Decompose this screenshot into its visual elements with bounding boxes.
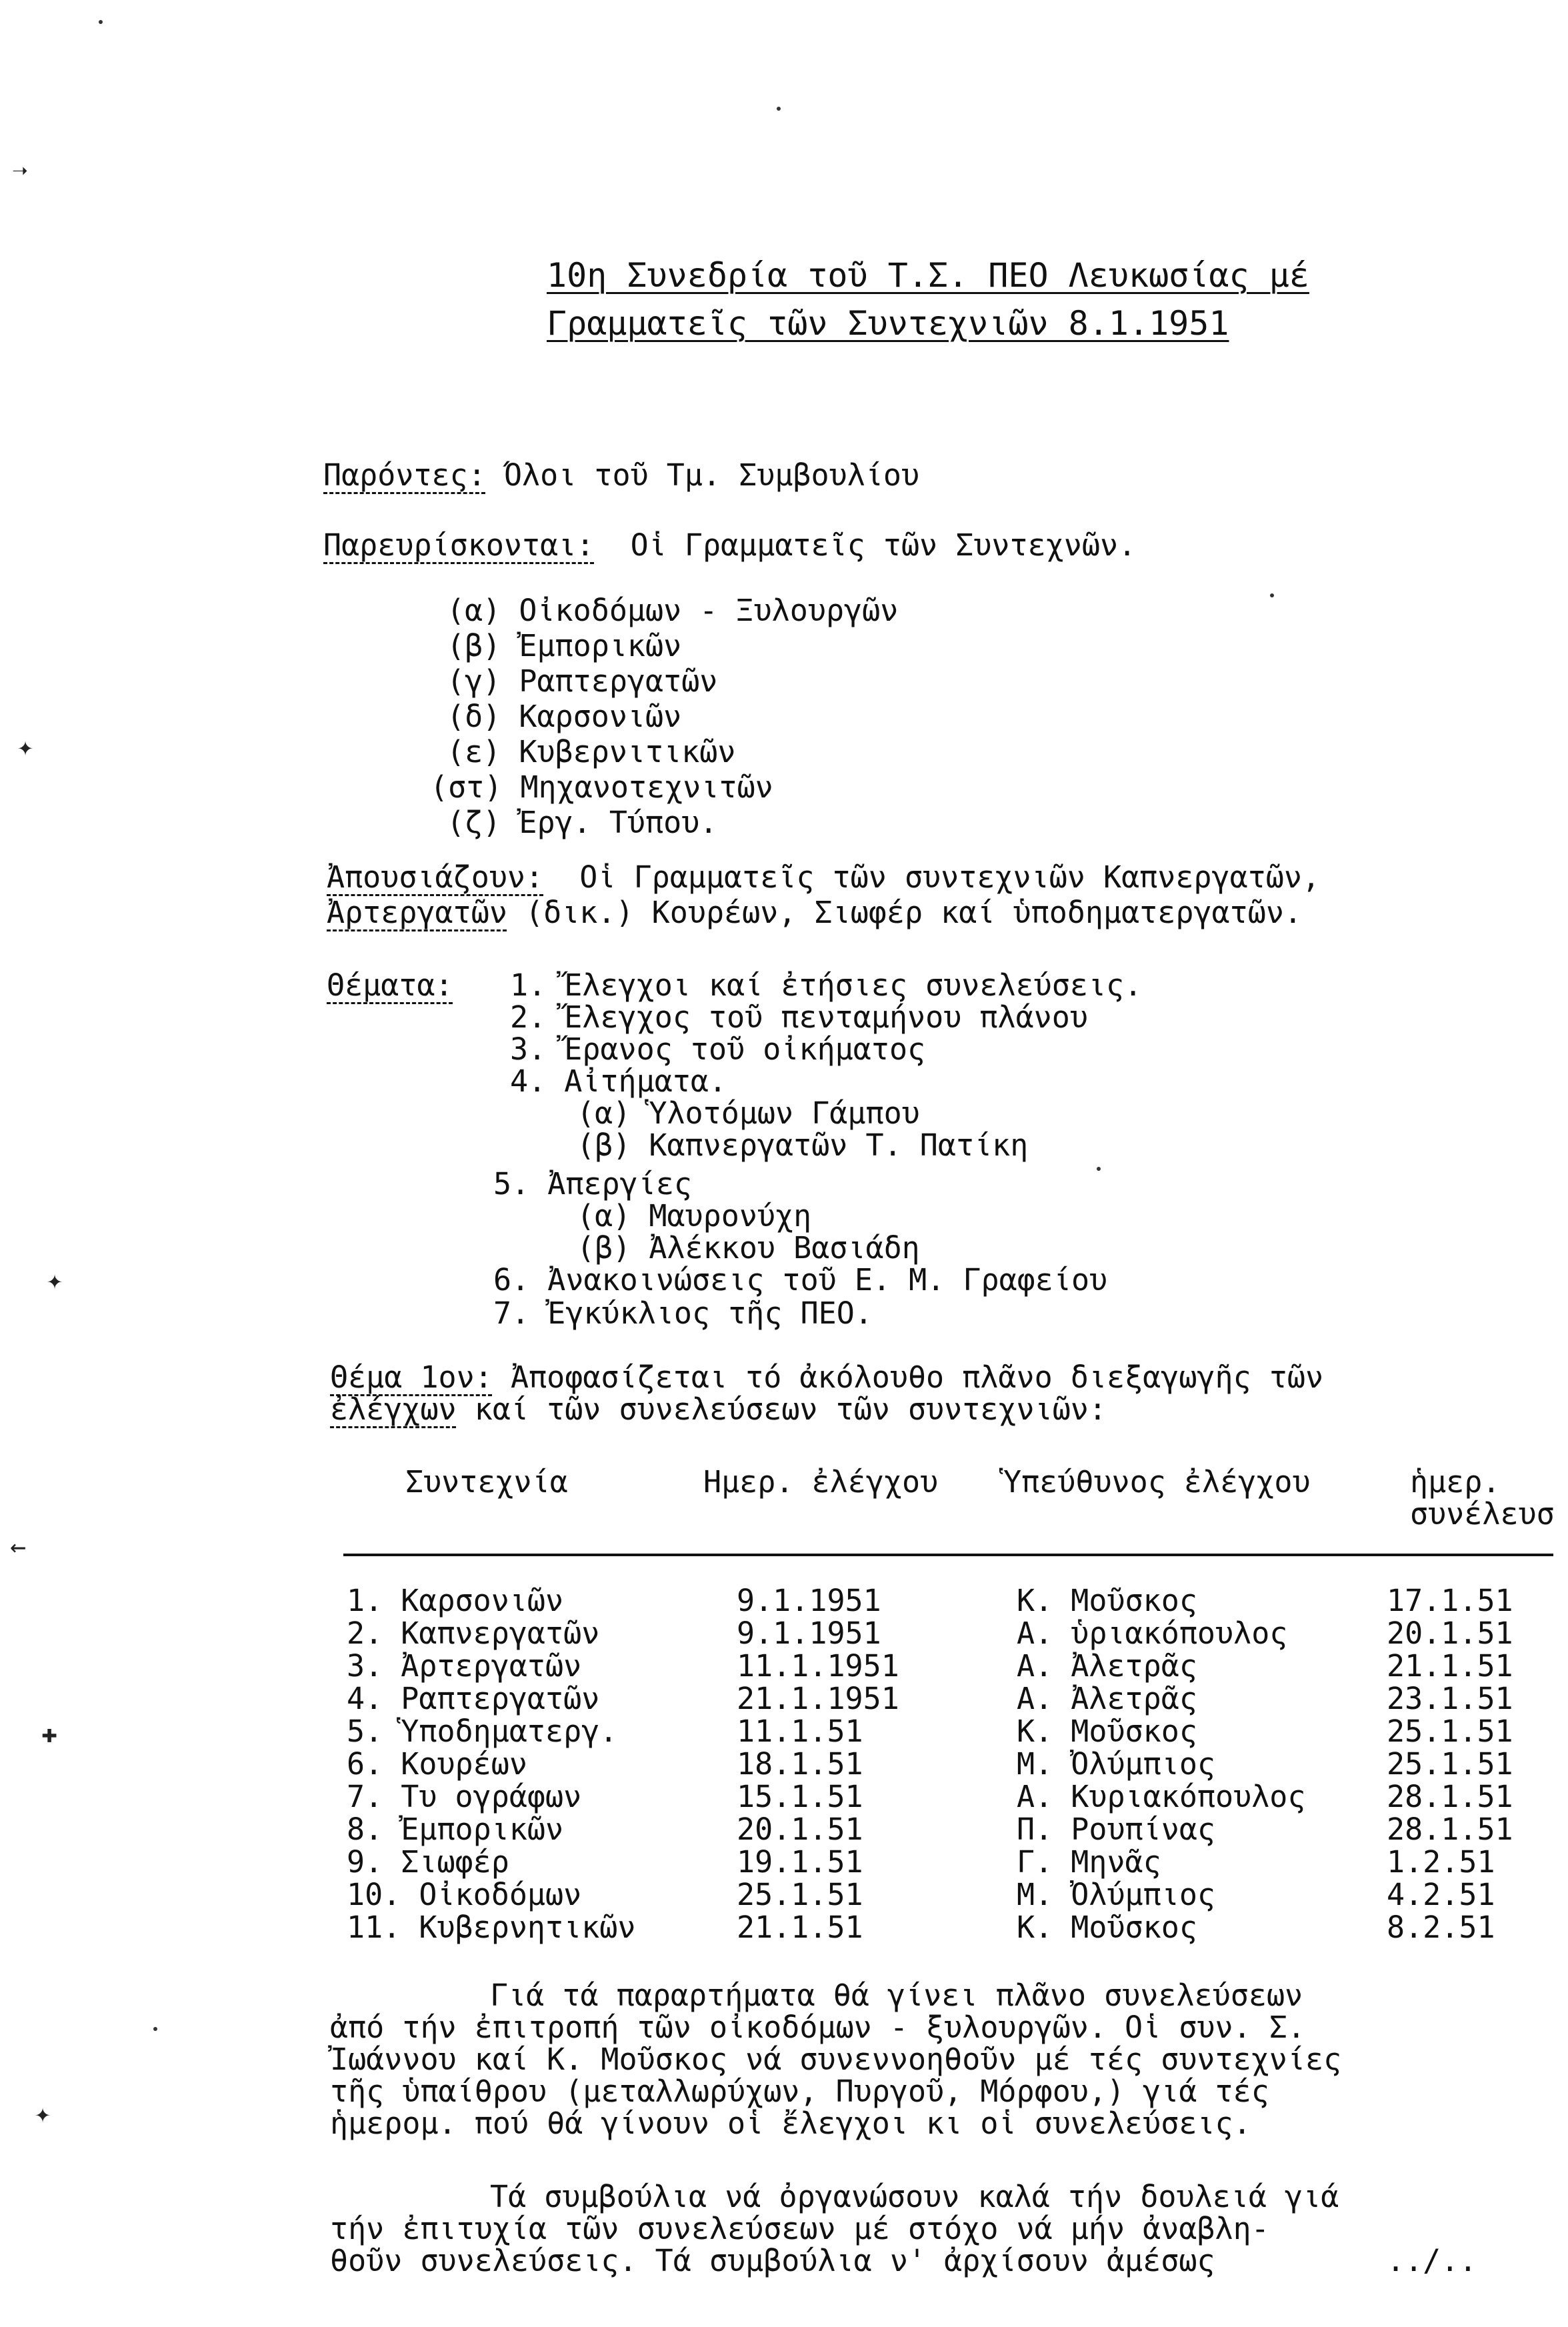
table-header-responsible: Ὑπεύθυνος ἐλέγχου	[1003, 1464, 1311, 1500]
cell-audit-date: 11.1.1951	[737, 1648, 899, 1684]
cell-meeting-date: 17.1.51	[1387, 1583, 1513, 1618]
margin-mark: ✦	[35, 2098, 51, 2129]
topic-item: 3. Ἔρανος τοῦ οἰκήματος	[510, 1031, 926, 1067]
topic-item: 2. Ἔλεγχος τοῦ πενταμήνου πλάνου	[510, 999, 1088, 1035]
table-header-union: Συντεχνία	[405, 1464, 568, 1500]
topic1-text2: καί τῶν συνελεύσεων τῶν συντεχνιῶν:	[474, 1392, 1107, 1427]
topic-subitem: (β) Ἀλέκκου Βασιάδη	[577, 1230, 920, 1266]
paragraph-2-line: θοῦν συνελεύσεις. Τά συμβούλια ν' ἀρχίσουν ἀμέσως	[330, 2243, 1215, 2278]
cell-audit-date: 21.1.1951	[737, 1681, 899, 1716]
topic-item: 4. Αἰτήματα.	[510, 1063, 727, 1099]
speck	[1270, 593, 1274, 597]
absent-text2: (δικ.) Κουρέων, Σιωφέρ καί ὑποδηματεργατῶν.	[525, 895, 1302, 930]
cell-audit-date: 9.1.1951	[737, 1616, 881, 1651]
attending-item: (ζ) Ἐργ. Τύπου.	[447, 805, 718, 840]
cell-union: 9. Σιωφέρ	[347, 1844, 509, 1880]
margin-mark: ✦	[17, 731, 34, 762]
table-row	[347, 1814, 1553, 1846]
paragraph-1-line: τῆς ὑπαίθρου (μεταλλωρύχων, Πυργοῦ, Μόρφου,) γιά τές	[330, 2074, 1269, 2109]
cell-meeting-date: 20.1.51	[1387, 1616, 1513, 1651]
topic-subitem: (β) Καπνεργατῶν Τ. Πατίκη	[577, 1127, 1029, 1163]
topic1-text1: Ἀποφασίζεται τό ἀκόλουθο πλᾶνο διεξαγωγῆς τῶν	[510, 1360, 1324, 1395]
cell-union: 3. Ἀρτεργατῶν	[347, 1648, 582, 1684]
paragraph-1-line: ἀπό τήν ἐπιτροπή τῶν οἰκοδόμων - ξυλουργῶν. Οἱ συν. Σ.	[330, 2010, 1305, 2045]
cell-audit-date: 19.1.51	[737, 1844, 863, 1880]
cell-audit-date: 18.1.51	[737, 1746, 863, 1782]
cell-responsible: Κ. Μοῦσκος	[1017, 1583, 1197, 1618]
table-row	[347, 1583, 1553, 1618]
attending-section	[323, 527, 1137, 563]
absent-label: Ἀπουσιάζουν:	[327, 859, 544, 895]
speck	[1097, 1167, 1101, 1171]
table-row	[347, 1877, 1553, 1912]
table-header-meeting: συνέλευσ	[1410, 1496, 1555, 1532]
cell-meeting-date: 23.1.51	[1387, 1681, 1513, 1716]
cell-responsible: Κ. Μοῦσκος	[1017, 1714, 1197, 1749]
cell-audit-date: 9.1.1951	[737, 1583, 881, 1618]
speck	[153, 2027, 157, 2031]
margin-mark: ✚	[41, 1718, 58, 1749]
topic-item: 6. Ἀνακοινώσεις τοῦ Ε. Μ. Γραφείου	[493, 1262, 1108, 1298]
absent-text1: Οἱ Γραμματεῖς τῶν συντεχνιῶν Καπνεργατῶν,	[579, 859, 1321, 895]
cell-meeting-date: 21.1.51	[1387, 1648, 1513, 1684]
cell-union: 8. Ἐμπορικῶν	[347, 1812, 564, 1847]
topic-subitem: (α) Μαυρονύχη	[577, 1198, 812, 1234]
cell-meeting-date: 28.1.51	[1387, 1812, 1513, 1847]
absent-line1	[327, 859, 1321, 895]
cell-audit-date: 15.1.51	[737, 1779, 863, 1814]
table-row	[347, 1844, 1553, 1880]
attending-item: (γ) Ραπτεργατῶν	[447, 663, 718, 699]
absent-label2: Ἀρτεργατῶν	[327, 895, 507, 930]
topics-label: Θέματα:	[327, 967, 453, 1003]
cell-union: 1. Καρσονιῶν	[347, 1583, 564, 1618]
topic1-label: Θέμα 1ον:	[330, 1360, 493, 1395]
cell-union: 10. Οἰκοδόμων	[347, 1877, 582, 1912]
table-header-audit-date: Ημερ. ἐλέγχου	[703, 1464, 939, 1500]
cell-audit-date: 25.1.51	[737, 1877, 863, 1912]
cell-audit-date: 20.1.51	[737, 1812, 863, 1847]
cell-meeting-date: 4.2.51	[1387, 1877, 1495, 1912]
present-value: Όλοι τοῦ Τμ. Συμβουλίου	[503, 457, 920, 493]
speck	[777, 107, 781, 111]
cell-responsible: Α. Ἀλετρᾶς	[1017, 1681, 1197, 1716]
header-title-line1: 10η Συνεδρία τοῦ Τ.Σ. ΠΕΟ Λευκωσίας μέ	[547, 256, 1309, 295]
header-title-line2: Γραμματεῖς τῶν Συντεχνιῶν 8.1.1951	[547, 304, 1229, 343]
attending-item: (δ) Καρσονιῶν	[447, 699, 682, 734]
paragraph-1-line: Ἰωάννου καί Κ. Μοῦσκος νά συνεννοηθοῦν μέ τές συντεχνίες	[330, 2042, 1342, 2077]
table-row	[347, 1779, 1553, 1814]
cell-union: 4. Ραπτεργατῶν	[347, 1681, 600, 1716]
table-row	[347, 1912, 1553, 1944]
margin-mark: ←	[10, 1532, 27, 1562]
topic-item: 5. Ἀπεργίες	[493, 1166, 693, 1202]
absent-line2	[327, 895, 1302, 930]
cell-union: 6. Κουρέων	[347, 1746, 527, 1782]
present-label: Παρόντες:	[323, 457, 486, 493]
attending-label: Παρευρίσκονται:	[323, 527, 595, 563]
cell-meeting-date: 25.1.51	[1387, 1714, 1513, 1749]
continuation-mark: ../..	[1387, 2243, 1477, 2278]
cell-audit-date: 11.1.51	[737, 1714, 863, 1749]
cell-meeting-date: 25.1.51	[1387, 1746, 1513, 1782]
table-header-meeting-date: ἡμερ.	[1410, 1464, 1501, 1500]
cell-meeting-date: 8.2.51	[1387, 1910, 1495, 1945]
attending-value: Οἱ Γραμματεῖς τῶν Συντεχνῶν.	[630, 527, 1137, 563]
topic-subitem: (α) Ὑλοτόμων Γάμπου	[577, 1095, 920, 1131]
attending-item: (α) Οἰκοδόμων - Ξυλουργῶν	[447, 593, 899, 628]
topic1-line1	[330, 1360, 1324, 1395]
paragraph-2-line: τήν ἐπιτυχία τῶν συνελεύσεων μέ στόχο νά μήν ἀναβλη-	[330, 2211, 1269, 2246]
cell-responsible: Γ. Μηνᾶς	[1017, 1844, 1161, 1880]
cell-responsible: Α. Κυριακόπουλος	[1017, 1779, 1306, 1814]
cell-union: 2. Καπνεργατῶν	[347, 1616, 600, 1651]
margin-mark: ✦	[47, 1265, 63, 1296]
attending-item: (β) Ἐμπορικῶν	[447, 628, 682, 663]
paragraph-2-line: Τά συμβούλια νά ὀργανώσουν καλά τήν δουλειά γιά	[490, 2179, 1339, 2214]
topic1-label2: ἐλέγχων	[330, 1392, 457, 1427]
cell-responsible: Α. ὑριακόπουλος	[1017, 1616, 1288, 1651]
cell-responsible: Μ. Ὀλύμπιος	[1017, 1746, 1216, 1782]
topic-item: 7. Ἐγκύκλιος τῆς ΠΕΟ.	[493, 1296, 873, 1331]
cell-union: 5. Ὑποδηματεργ.	[347, 1714, 618, 1749]
topic-item: 1. Ἔλεγχοι καί ἐτήσιες συνελεύσεις.	[510, 967, 1143, 1003]
cell-audit-date: 21.1.51	[737, 1910, 863, 1945]
table-row	[347, 1648, 1553, 1684]
attending-item: (ε) Κυβερνιτικῶν	[447, 734, 736, 769]
speck	[99, 20, 103, 24]
cell-meeting-date: 1.2.51	[1387, 1844, 1495, 1880]
table-divider	[343, 1554, 1553, 1556]
topic1-line2	[330, 1392, 1107, 1427]
table-row	[347, 1681, 1553, 1716]
present-section	[323, 457, 920, 493]
margin-mark: ➝	[12, 157, 29, 187]
table-row	[347, 1618, 1553, 1650]
cell-union: 11. Κυβερνητικῶν	[347, 1910, 636, 1945]
paragraph-1-line: ἡμερομ. πού θά γίνουν οἱ ἔλεγχοι κι οἱ συνελεύσεις.	[330, 2106, 1251, 2141]
cell-meeting-date: 28.1.51	[1387, 1779, 1513, 1814]
cell-union: 7. Τυ ογράφων	[347, 1779, 582, 1814]
cell-responsible: Κ. Μοῦσκος	[1017, 1910, 1197, 1945]
cell-responsible: Μ. Ὀλύμπιος	[1017, 1877, 1216, 1912]
table-row	[347, 1746, 1553, 1782]
table-row	[347, 1716, 1553, 1748]
cell-responsible: Α. Ἀλετρᾶς	[1017, 1648, 1197, 1684]
cell-responsible: Π. Ρουπίνας	[1017, 1812, 1216, 1847]
attending-item: (στ) Μηχανοτεχνιτῶν	[430, 769, 773, 805]
paragraph-1-line: Γιά τά παραρτήματα θά γίνει πλᾶνο συνελεύσεων	[490, 1978, 1303, 2013]
